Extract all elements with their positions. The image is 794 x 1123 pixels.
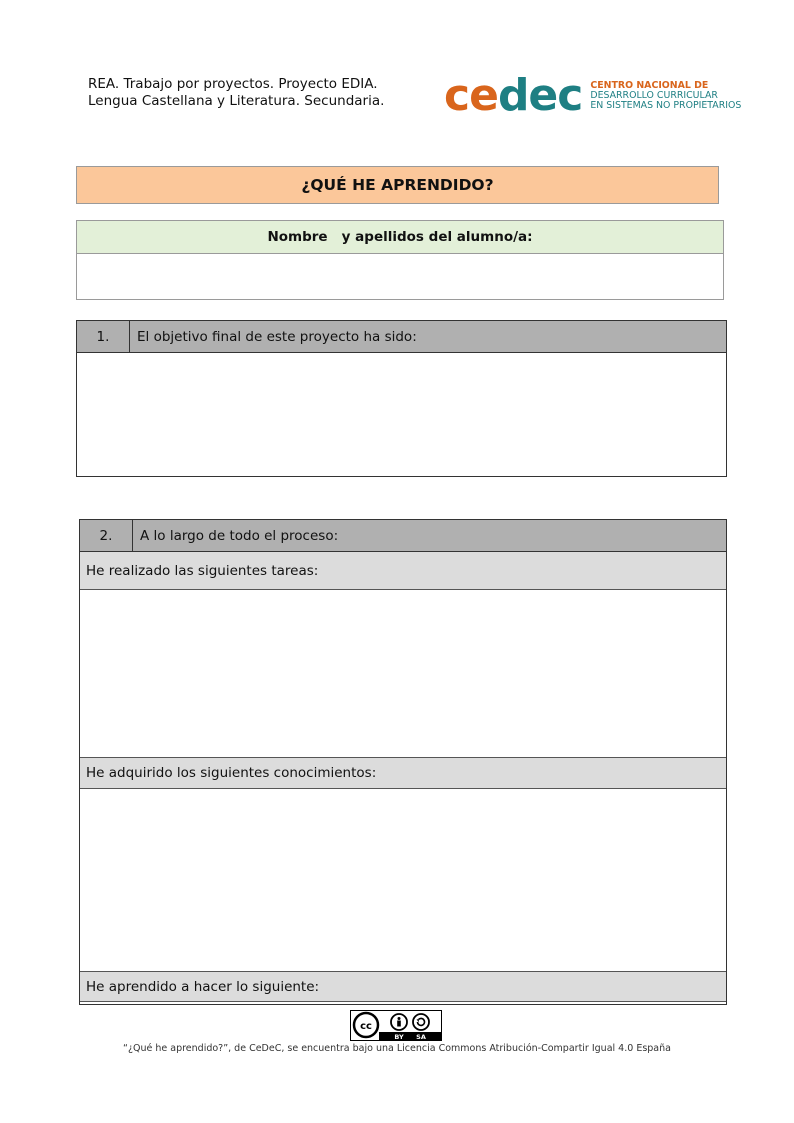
subsection-knowledge-label: He adquirido los siguientes conocimientos: [80,757,726,789]
cc-license-badge [350,1010,442,1041]
license-footer: “¿Qué he aprendido?”, de CeDeC, se encuentra bajo una Licencia Commons Atribución-Compartir Igual 4.0 España [123,1043,671,1054]
question-1-header [77,321,726,353]
logo-ce: ce [444,70,498,121]
document-header [88,76,384,109]
logo-subtitle [590,81,741,111]
student-name-label [77,221,723,254]
student-name-label-text: Nombre y apellidos del alumno/a: [267,229,533,245]
tasks-answer-area[interactable] [80,590,726,757]
knowledge-answer-area[interactable] [80,789,726,971]
student-name-field[interactable] [77,254,723,299]
logo-line-3: EN SISTEMAS NO PROPIETARIOS [590,100,742,111]
question-2-text: A lo largo de todo el proceso: [140,527,339,544]
question-1-table [76,320,727,477]
student-name-box [76,220,724,300]
question-1-text: El objetivo final de este proyecto ha sido: [137,328,417,345]
question-1-answer-area[interactable] [77,353,726,474]
subsection-skills-label: He aprendido a hacer lo siguiente: [80,971,726,1002]
logo-line-2: DESARROLLO CURRICULAR [590,90,718,101]
cc-sa-text: SA [416,1033,426,1040]
cc-text: cc [360,1021,372,1032]
cedec-logo [444,70,742,121]
cc-by-text: BY [394,1033,404,1040]
subsection-tasks-label: He realizado las siguientes tareas: [80,552,726,590]
question-2-number: 2. [80,520,133,551]
cc-by-sa-icon [351,1011,441,1040]
logo-wordmark [444,70,583,121]
question-2-table [79,519,727,1005]
logo-line-1: CENTRO NACIONAL DE [590,80,709,91]
logo-dec: dec [497,70,583,121]
question-1-number: 1. [77,321,130,352]
header-line-1: REA. Trabajo por proyectos. Proyecto EDIA. [88,76,378,92]
question-2-header [80,520,726,552]
header-line-2: Lengua Castellana y Literatura. Secundaria. [88,92,385,109]
page-title: ¿QUÉ HE APRENDIDO? [76,166,719,204]
